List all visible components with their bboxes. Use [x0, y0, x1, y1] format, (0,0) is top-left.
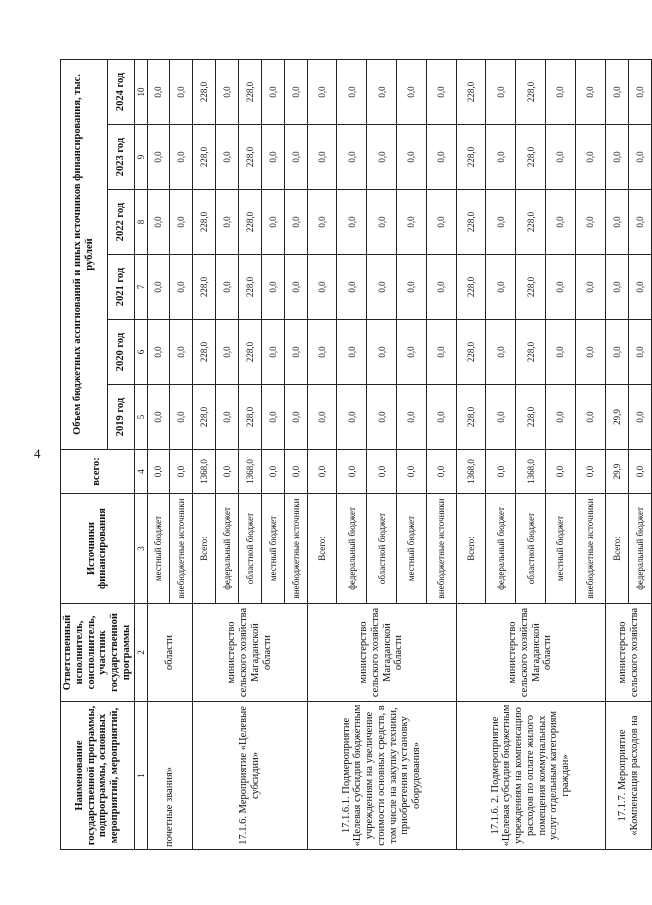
responsible-executor: области	[147, 604, 193, 702]
col-number: 3	[134, 494, 147, 604]
value-year: 228,0	[516, 320, 546, 385]
document-area	[60, 60, 646, 850]
table-row	[147, 59, 170, 849]
value-year: 228,0	[456, 320, 486, 385]
value-year: 0,0	[307, 59, 337, 124]
value-year: 0,0	[337, 385, 367, 450]
value-year: 228,0	[193, 385, 216, 450]
value-year: 0,0	[546, 125, 576, 190]
header-year: 2020 год	[108, 320, 134, 385]
value-total: 0,0	[170, 450, 193, 494]
value-total: 0,0	[426, 450, 456, 494]
value-year: 228,0	[516, 125, 546, 190]
value-year: 29,9	[605, 385, 628, 450]
value-year: 0,0	[261, 385, 284, 450]
value-year: 0,0	[337, 255, 367, 320]
value-year: 0,0	[307, 190, 337, 255]
value-year: 228,0	[193, 320, 216, 385]
header-funding-group: Объем бюджетных ассигнований и иных источников финансирования, тыс. рублей	[61, 59, 108, 449]
value-year: 228,0	[456, 385, 486, 450]
value-year: 0,0	[546, 385, 576, 450]
funding-source: местный бюджет	[397, 494, 427, 604]
value-year: 0,0	[261, 125, 284, 190]
measure-name: почетные звания»	[147, 702, 193, 850]
value-year: 228,0	[239, 125, 262, 190]
value-year: 0,0	[216, 125, 239, 190]
value-year: 228,0	[239, 59, 262, 124]
value-year: 0,0	[486, 385, 516, 450]
header-year: 2019 год	[108, 385, 134, 450]
value-year: 228,0	[193, 125, 216, 190]
value-year: 0,0	[546, 320, 576, 385]
value-year: 0,0	[367, 125, 397, 190]
value-total: 1368,0	[516, 450, 546, 494]
value-year: 0,0	[170, 320, 193, 385]
col-number: 4	[134, 450, 147, 494]
value-year: 0,0	[216, 190, 239, 255]
funding-source: федеральный бюджет	[216, 494, 239, 604]
table-row	[605, 59, 628, 849]
value-year: 0,0	[147, 385, 170, 450]
value-year: 0,0	[397, 59, 427, 124]
value-year: 0,0	[486, 59, 516, 124]
col-number: 8	[134, 190, 147, 255]
responsible-executor: министерство сельского хозяйства Магаданской области	[307, 604, 456, 702]
value-year: 0,0	[546, 190, 576, 255]
header-year: 2024 год	[108, 59, 134, 124]
funding-source: федеральный бюджет	[486, 494, 516, 604]
value-total: 1368,0	[193, 450, 216, 494]
value-total: 0,0	[628, 450, 651, 494]
value-year: 0,0	[261, 190, 284, 255]
value-year: 0,0	[486, 255, 516, 320]
value-year: 0,0	[284, 385, 307, 450]
value-year: 0,0	[426, 125, 456, 190]
value-year: 0,0	[367, 190, 397, 255]
value-year: 0,0	[397, 320, 427, 385]
value-year: 0,0	[426, 385, 456, 450]
header-year: 2022 год	[108, 190, 134, 255]
value-year: 0,0	[261, 59, 284, 124]
value-year: 0,0	[216, 320, 239, 385]
value-year: 0,0	[147, 320, 170, 385]
funding-source: внебюджетные источники	[575, 494, 605, 604]
col-number: 7	[134, 255, 147, 320]
value-year: 0,0	[170, 385, 193, 450]
value-year: 0,0	[426, 320, 456, 385]
responsible-executor: министерство сельского хозяйства	[605, 604, 652, 702]
value-total: 0,0	[216, 450, 239, 494]
funding-source: внебюджетные источники	[426, 494, 456, 604]
value-year: 0,0	[426, 59, 456, 124]
header-total: всего:	[61, 450, 135, 494]
value-year: 0,0	[307, 320, 337, 385]
value-year: 228,0	[239, 385, 262, 450]
value-total: 0,0	[367, 450, 397, 494]
value-year: 0,0	[261, 255, 284, 320]
value-year: 0,0	[397, 190, 427, 255]
col-number: 2	[134, 604, 147, 702]
value-year: 0,0	[605, 125, 628, 190]
funding-source: Всего:	[193, 494, 216, 604]
value-total: 0,0	[546, 450, 576, 494]
measure-name: 17.1.7. Мероприятие «Компенсация расходов на	[605, 702, 652, 850]
value-year: 0,0	[284, 255, 307, 320]
value-year: 0,0	[284, 59, 307, 124]
value-year: 0,0	[216, 385, 239, 450]
funding-source: внебюджетные источники	[170, 494, 193, 604]
value-year: 0,0	[628, 190, 651, 255]
value-year: 228,0	[516, 255, 546, 320]
responsible-executor: министерство сельского хозяйства Магаданской области	[456, 604, 605, 702]
col-number: 10	[134, 59, 147, 124]
funding-source: местный бюджет	[546, 494, 576, 604]
measure-name: 17.1.6.1. Подмероприятие «Целевая субсидия бюджетным учреждениям на увеличение стоимости основных средств, в том числе на закупку техники, приобретения и установку оборудования»	[307, 702, 456, 850]
value-year: 0,0	[546, 255, 576, 320]
value-year: 0,0	[397, 255, 427, 320]
value-year: 0,0	[575, 59, 605, 124]
value-year: 0,0	[486, 190, 516, 255]
value-year: 0,0	[307, 385, 337, 450]
value-year: 0,0	[397, 385, 427, 450]
header-source: Источники финансирования	[61, 494, 135, 604]
responsible-executor: министерство сельского хозяйства Магаданской области	[193, 604, 307, 702]
value-year: 228,0	[193, 59, 216, 124]
header-responsible: Ответственный исполнитель, соисполнитель, участник государственной программы	[61, 604, 135, 702]
col-number: 9	[134, 125, 147, 190]
value-total: 0,0	[337, 450, 367, 494]
value-total: 0,0	[261, 450, 284, 494]
value-year: 0,0	[170, 255, 193, 320]
value-year: 0,0	[605, 320, 628, 385]
value-year: 0,0	[307, 255, 337, 320]
value-year: 0,0	[307, 125, 337, 190]
value-year: 0,0	[575, 385, 605, 450]
table-body	[147, 59, 652, 849]
value-year: 228,0	[456, 255, 486, 320]
measure-name: 17.1.6. Мероприятие «Целевые субсидии»	[193, 702, 307, 850]
value-year: 228,0	[456, 59, 486, 124]
value-total: 29,9	[605, 450, 628, 494]
value-year: 0,0	[628, 59, 651, 124]
col-number: 1	[134, 702, 147, 850]
value-total: 0,0	[575, 450, 605, 494]
value-year: 0,0	[605, 255, 628, 320]
value-year: 0,0	[337, 320, 367, 385]
value-year: 228,0	[239, 320, 262, 385]
col-number: 6	[134, 320, 147, 385]
value-year: 228,0	[516, 385, 546, 450]
value-year: 0,0	[337, 59, 367, 124]
value-year: 0,0	[397, 125, 427, 190]
value-year: 0,0	[147, 125, 170, 190]
value-total: 1368,0	[456, 450, 486, 494]
funding-source: Всего:	[307, 494, 337, 604]
value-total: 1368,0	[239, 450, 262, 494]
funding-source: внебюджетные источники	[284, 494, 307, 604]
funding-source: федеральный бюджет	[337, 494, 367, 604]
value-year: 228,0	[456, 125, 486, 190]
value-year: 228,0	[456, 190, 486, 255]
value-year: 0,0	[575, 190, 605, 255]
value-year: 0,0	[628, 125, 651, 190]
value-year: 0,0	[605, 59, 628, 124]
value-year: 228,0	[193, 190, 216, 255]
value-year: 0,0	[261, 320, 284, 385]
value-year: 0,0	[147, 59, 170, 124]
value-year: 0,0	[426, 255, 456, 320]
rotated-table-container	[60, 60, 646, 850]
funding-source: областной бюджет	[239, 494, 262, 604]
funding-source: местный бюджет	[261, 494, 284, 604]
table-header	[61, 59, 148, 849]
value-year: 0,0	[367, 385, 397, 450]
value-total: 0,0	[284, 450, 307, 494]
value-total: 0,0	[307, 450, 337, 494]
value-year: 0,0	[367, 255, 397, 320]
value-year: 228,0	[239, 190, 262, 255]
value-year: 0,0	[605, 190, 628, 255]
funding-source: Всего:	[456, 494, 486, 604]
funding-source: областной бюджет	[516, 494, 546, 604]
table-row	[193, 59, 216, 849]
value-year: 0,0	[284, 190, 307, 255]
value-year: 0,0	[426, 190, 456, 255]
value-year: 0,0	[284, 320, 307, 385]
value-year: 0,0	[147, 255, 170, 320]
value-year: 0,0	[367, 59, 397, 124]
value-year: 0,0	[170, 125, 193, 190]
table-row	[456, 59, 486, 849]
value-year: 0,0	[486, 320, 516, 385]
value-year: 0,0	[284, 125, 307, 190]
budget-table	[60, 59, 652, 850]
funding-source: Всего:	[605, 494, 628, 604]
value-year: 228,0	[193, 255, 216, 320]
header-name: Наименование государственной программы, подпрограммы, основных мероприятий, мероприятий,	[61, 702, 135, 850]
value-total: 0,0	[486, 450, 516, 494]
value-year: 0,0	[216, 255, 239, 320]
value-year: 0,0	[337, 190, 367, 255]
header-year: 2023 год	[108, 125, 134, 190]
funding-source: областной бюджет	[367, 494, 397, 604]
value-year: 0,0	[170, 59, 193, 124]
value-year: 0,0	[575, 255, 605, 320]
value-year: 0,0	[575, 320, 605, 385]
value-year: 0,0	[486, 125, 516, 190]
value-year: 228,0	[239, 255, 262, 320]
value-year: 0,0	[147, 190, 170, 255]
header-year: 2021 год	[108, 255, 134, 320]
value-total: 0,0	[147, 450, 170, 494]
value-total: 0,0	[397, 450, 427, 494]
value-year: 0,0	[216, 59, 239, 124]
page-number: 4	[34, 446, 41, 461]
value-year: 0,0	[575, 125, 605, 190]
funding-source: федеральный бюджет	[628, 494, 651, 604]
funding-source: местный бюджет	[147, 494, 170, 604]
value-year: 0,0	[628, 255, 651, 320]
col-number: 5	[134, 385, 147, 450]
value-year: 0,0	[337, 125, 367, 190]
measure-name: 17.1.6. 2. Подмероприятие «Целевая субсидия бюджетным учреждениям на компенсацию расходов по оплате жилого помещения коммунальных услуг отдельным категориям граждан»	[456, 702, 605, 850]
value-year: 0,0	[546, 59, 576, 124]
value-year: 0,0	[628, 385, 651, 450]
value-year: 0,0	[628, 320, 651, 385]
value-year: 228,0	[516, 190, 546, 255]
value-year: 228,0	[516, 59, 546, 124]
value-year: 0,0	[170, 190, 193, 255]
table-row	[307, 59, 337, 849]
value-year: 0,0	[367, 320, 397, 385]
